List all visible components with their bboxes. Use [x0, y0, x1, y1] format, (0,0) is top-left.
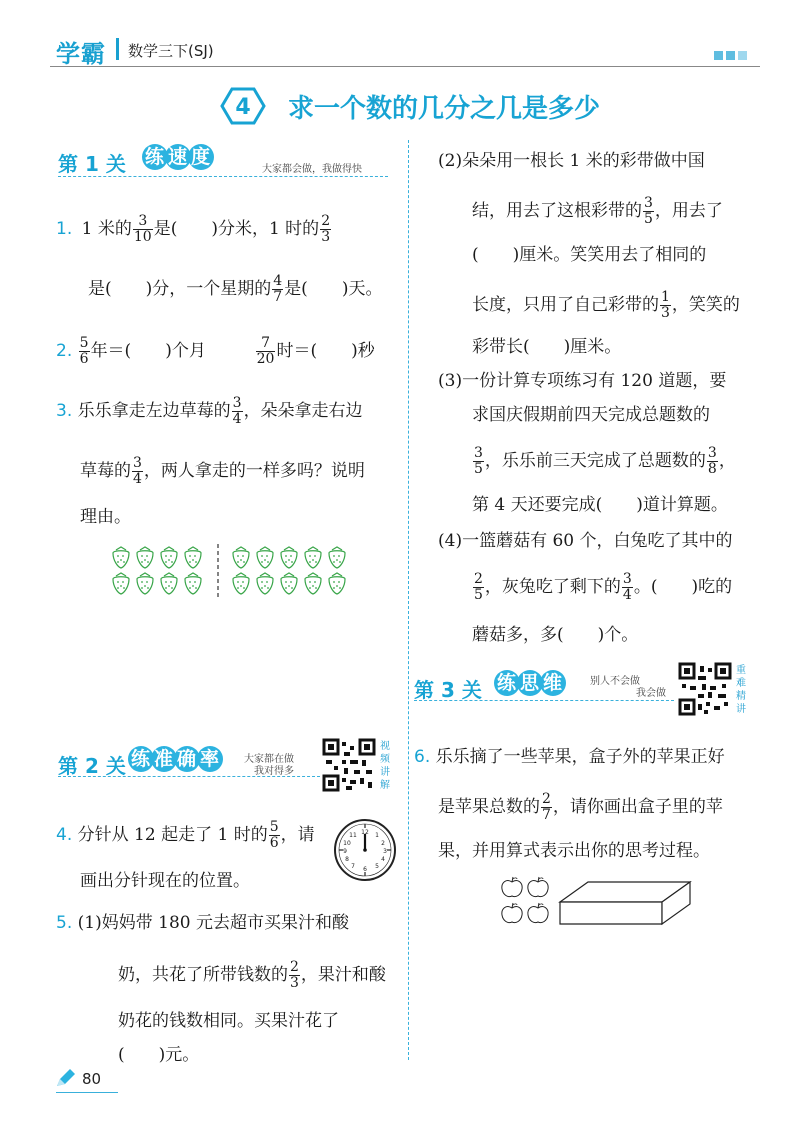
- clock-icon[interactable]: [332, 816, 398, 884]
- section3-label: 第 3 关: [414, 678, 482, 702]
- header-square: [726, 51, 735, 60]
- logo-divider: [116, 38, 119, 60]
- question-5-part-3-line-3: $\frac{3}{5}$ ，乐乐前三天完成了总题数的 $\frac{3}{8}$ ，: [474, 445, 736, 477]
- header-square: [738, 51, 747, 60]
- svg-text:5: 5: [375, 863, 379, 870]
- svg-text:6: 6: [363, 866, 367, 873]
- question-6-line-3: 果，并用算式表示出你的思考过程。: [438, 841, 710, 861]
- pencil-icon: [54, 1066, 78, 1090]
- book-subtitle: 数学三下(SJ): [128, 42, 214, 60]
- svg-text:11: 11: [349, 832, 357, 839]
- section2-underline: [58, 776, 320, 777]
- svg-text:10: 10: [343, 840, 351, 847]
- apples-and-box-figure: [496, 872, 696, 934]
- lesson-number: 4: [235, 95, 251, 120]
- question-5-part-3-line-2: 求国庆假期前四天完成总题数的: [472, 405, 710, 425]
- svg-text:8: 8: [345, 856, 349, 863]
- question-5-part-4-line-2: $\frac{2}{5}$ ，灰兔吃了剩下的 $\frac{3}{4}$ 。( )吃的: [474, 571, 733, 603]
- header-rule: [50, 66, 760, 67]
- section3-note-2: 我会做: [636, 688, 666, 699]
- strawberries-left: [113, 547, 201, 594]
- svg-text:4: 4: [381, 856, 385, 863]
- header-square: [714, 51, 723, 60]
- section2-video-label: 视频讲解: [380, 741, 390, 791]
- question-5-part-1-line-2: 奶，共花了所带钱数的 $\frac{2}{3}$ ，果汁和酸: [118, 959, 386, 991]
- question-5-part-4-line-1: (4)一篮蘑菇有 60 个，白兔吃了其中的: [438, 531, 733, 551]
- question-5-part-2-line-1: (2)朵朵用一根长 1 米的彩带做中国: [438, 151, 705, 171]
- question-5-part-1-line-4: ( )元。: [118, 1045, 200, 1065]
- section3-note-1: 别人不会做: [590, 676, 640, 687]
- question-5-part-2-line-5: 彩带长( )厘米。: [472, 337, 622, 357]
- question-6-line-2: 是苹果总数的 $\frac{2}{7}$ ，请你画出盒子里的苹: [438, 791, 723, 823]
- question-5-part-2-line-2: 结，用去了这根彩带的 $\frac{3}{5}$ ，用去了: [472, 195, 723, 227]
- question-4-line-1: 4. 分针从 12 起走了 1 时的 $\frac{5}{6}$ ，请: [56, 819, 315, 851]
- svg-text:1: 1: [375, 832, 379, 839]
- question-6-line-1: 6. 乐乐摘了一些苹果，盒子外的苹果正好: [414, 747, 725, 767]
- column-divider: [408, 140, 409, 1060]
- question-5-part-3-line-4: 第 4 天还要完成( )道计算题。: [472, 495, 728, 515]
- section1-note: 大家都会做，我做得快: [262, 164, 362, 175]
- svg-text:3: 3: [383, 848, 387, 855]
- section3-badge: 练 思 维: [494, 670, 563, 696]
- lesson-title: 求一个数的几分之几是多少: [288, 94, 601, 124]
- question-2: 2. $\frac{5}{6}$ 年＝( )个月 $\frac{7}{20}$ 时＝( )秒: [56, 335, 375, 367]
- svg-text:2: 2: [381, 840, 385, 847]
- lesson-number-badge: [214, 86, 272, 126]
- question-4-line-2: 画出分针现在的位置。: [80, 871, 250, 891]
- qr-code-icon[interactable]: [678, 662, 732, 716]
- question-5-part-4-line-3: 蘑菇多，多( )个。: [472, 625, 639, 645]
- question-3-line-3: 理由。: [80, 507, 131, 527]
- box-icon: [560, 882, 690, 924]
- brand-logo: 学霸: [56, 40, 106, 68]
- question-3-line-1: 3. 乐乐拿走左边草莓的 $\frac{3}{4}$ ，朵朵拿走右边: [56, 395, 363, 427]
- svg-text:9: 9: [343, 848, 347, 855]
- section1-label: 第 1 关: [58, 152, 126, 176]
- svg-text:12: 12: [361, 829, 369, 836]
- section2-badge: 练 准 确 率: [128, 746, 220, 772]
- qr-code-icon[interactable]: [322, 738, 376, 792]
- question-1-line-1: 1. 1 米的 $\frac{3}{10}$ 是( )分米，1 时的 $\frac{2}{3}$: [56, 213, 331, 245]
- svg-text:7: 7: [351, 863, 355, 870]
- strawberry-figure: [110, 544, 350, 600]
- section1-badge: 练 速 度: [142, 144, 211, 170]
- strawberries-right: [233, 547, 345, 594]
- question-5-part-2-line-4: 长度，只用了自己彩带的 $\frac{1}{3}$ ，笑笑的: [472, 289, 740, 321]
- section1-underline: [58, 176, 388, 177]
- question-5-part-1-line-3: 奶花的钱数相同。买果汁花了: [118, 1011, 339, 1031]
- apples-outside-box: [502, 877, 548, 923]
- question-5-part-3-line-1: (3)一份计算专项练习有 120 道题，要: [438, 371, 727, 391]
- question-5-part-1-line-1: 5. (1)妈妈带 180 元去超市买果汁和酸: [56, 913, 349, 933]
- footer-rule: [56, 1092, 118, 1093]
- section2-note-2: 我对得多: [254, 766, 294, 777]
- section3-underline: [414, 700, 674, 701]
- question-1-line-2: 是( )分，一个星期的 $\frac{4}{7}$ 是( )天。: [88, 273, 383, 305]
- page-number: 80: [82, 1070, 102, 1088]
- question-3-line-2: 草莓的 $\frac{3}{4}$ ，两人拿走的一样多吗？说明: [80, 455, 365, 487]
- section3-video-label: 重难精讲: [736, 665, 746, 715]
- section2-label: 第 2 关: [58, 754, 126, 778]
- section2-note-1: 大家都在做: [244, 754, 294, 765]
- question-5-part-2-line-3: ( )厘米。笑笑用去了相同的: [472, 245, 707, 265]
